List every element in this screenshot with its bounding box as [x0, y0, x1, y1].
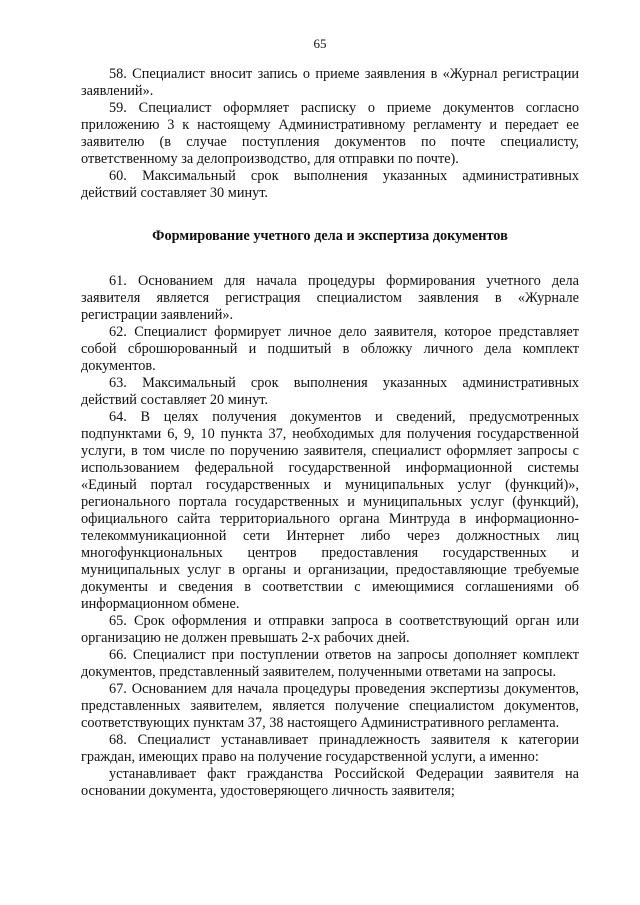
- paragraph-64: 64. В целях получения документов и сведений, предусмотренных подпунктами 6, 9, 10 пункта 37, необходимых для получения государственной услуги, в том числе по поручению заявителя, специалист оформляет запросы с использованием федеральной государственной информационной системы «Единый портал государственных и муниципальных услуг (функций)», регионального портала государственных и муниципальных услуг (функций), официального сайта территориального органа Минтруда в информационно-телекоммуникационной сети Интернет либо через должностных лиц многофункциональных центров предоставления государственных и муниципальных услуг в органы и организации, предоставляющие требуемые документы и сведения в соответствии с имеющимися соглашениями об информационном обмене.: [81, 409, 579, 612]
- paragraph-67: 67. Основанием для начала процедуры проведения экспертизы документов, представленных заявителем, является получение специалистом документов, соответствующих пунктам 37, 38 настоящего Административного регламента.: [81, 681, 579, 731]
- paragraph-66: 66. Специалист при поступлении ответов на запросы дополняет комплект документов, представленный заявителем, полученными ответами на запросы.: [81, 647, 579, 680]
- paragraph-59: 59. Специалист оформляет расписку о приеме документов согласно приложению 3 к настоящему Административному регламенту и передает ее заявителю (в случае поступления документов по почте специалисту, ответственному за делопроизводство, для отправки по почте).: [81, 100, 579, 167]
- paragraph-62: 62. Специалист формирует личное дело заявителя, которое представляет собой сброшюрованный и подшитый в обложку личного дела комплект документов.: [81, 324, 579, 374]
- paragraph-61: 61. Основанием для начала процедуры формирования учетного дела заявителя является регистрация специалистом заявления в «Журнале регистрации заявлений».: [81, 273, 579, 323]
- paragraph-68-item: устанавливает факт гражданства Российской Федерации заявителя на основании документа, удостоверяющего личность заявителя;: [81, 766, 579, 799]
- page-number: 65: [313, 36, 327, 51]
- paragraph-63: 63. Максимальный срок выполнения указанных административных действий составляет 20 минут.: [81, 375, 579, 408]
- paragraph-58: 58. Специалист вносит запись о приеме заявления в «Журнал регистрации заявлений».: [81, 66, 579, 99]
- section-heading: Формирование учетного дела и экспертиза документов: [152, 228, 508, 244]
- document-body: [81, 66, 579, 800]
- paragraph-60: 60. Максимальный срок выполнения указанных административных действий составляет 30 минут.: [81, 168, 579, 201]
- paragraph-68: 68. Специалист устанавливает принадлежность заявителя к категории граждан, имеющих право на получение государственной услуги, а именно:: [81, 732, 579, 765]
- paragraph-65: 65. Срок оформления и отправки запроса в соответствующий орган или организацию не должен превышать 2-х рабочих дней.: [81, 613, 579, 646]
